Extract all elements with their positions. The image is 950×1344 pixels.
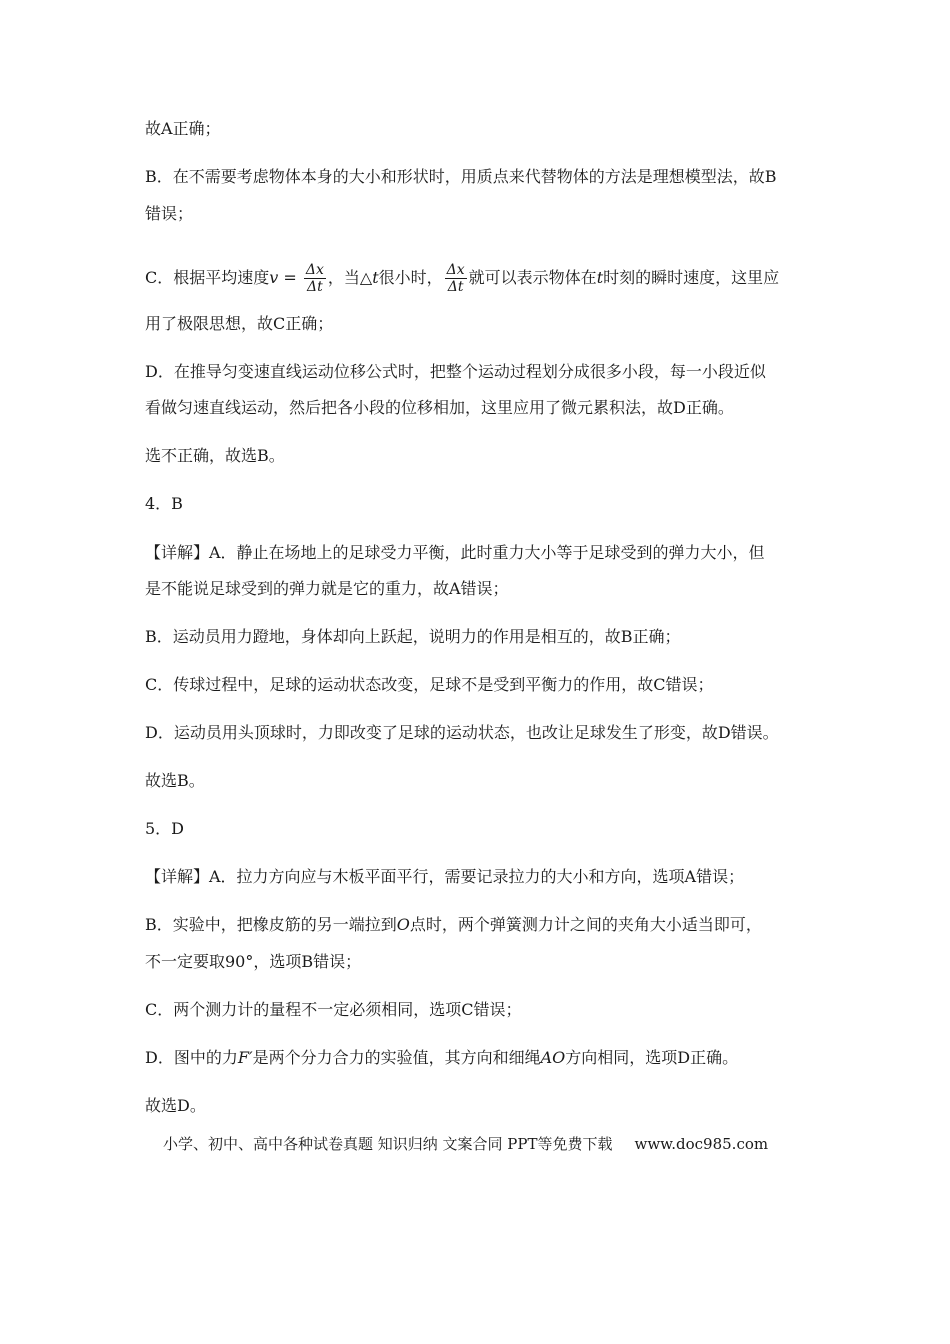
fraction-denominator: Δt [307, 279, 323, 295]
text-line: 【详解】A．静止在场地上的足球受力平衡，此时重力大小等于足球受到的弹力大小，但 [145, 543, 765, 562]
text-line: B．运动员用力蹬地，身体却向上跃起，说明力的作用是相互的，故B正确； [145, 627, 681, 646]
text-line: 用了极限思想，故C正确； [145, 314, 334, 333]
answer-heading: 5．D [145, 819, 185, 838]
text-line: 【详解】A．拉力方向应与木板平面平行，需要记录拉力的大小和方向，选项A错误； [145, 867, 745, 886]
fraction-denominator: Δt [447, 279, 464, 295]
text-line: 故选B。 [145, 771, 205, 790]
footer-text: 小学、初中、高中各种试卷真题 知识归纳 文案合同 PPT等免费下载 [163, 1135, 613, 1153]
text-segment: 时刻的瞬时速度，这里应 [603, 268, 780, 287]
text-segment: C．根据平均速度 [145, 268, 270, 287]
fraction-numerator: Δx [446, 262, 465, 278]
text-line: D．运动员用头顶球时，力即改变了足球的运动状态，也改让足球发生了形变，故D错误。 [145, 723, 779, 742]
footer-url[interactable]: www.doc985.com [634, 1135, 769, 1153]
equals-sign: = [278, 268, 302, 287]
text-segment: ，当△ [327, 268, 373, 287]
text-line: 错误； [145, 204, 194, 223]
text-line [145, 1047, 738, 1069]
text-segment: D．图中的力 [145, 1048, 238, 1067]
text-segment: 很小时， [378, 268, 443, 287]
page-footer [163, 1134, 768, 1154]
velocity-symbol: v [269, 268, 279, 287]
fraction-ratio [445, 262, 467, 295]
text-segment: 是两个分力合力的实验值，其方向和细绳 [252, 1048, 541, 1067]
text-line: D．在推导匀变速直线运动位移公式时，把整个运动过程划分成很多小段，每一小段近似 [145, 362, 766, 381]
text-line: 看做匀速直线运动，然后把各小段的位移相加，这里应用了微元累积法，故D正确。 [145, 398, 734, 417]
text-segment: 方向相同，选项D正确。 [565, 1048, 739, 1067]
point-symbol: O [396, 915, 410, 934]
text-line: 故A正确； [145, 119, 221, 138]
force-symbol: F′ [237, 1048, 253, 1067]
text-line: C．传球过程中，足球的运动状态改变，足球不是受到平衡力的作用，故C错误； [145, 675, 714, 694]
text-line: 不一定要取90°，选项B错误； [145, 952, 362, 971]
text-line: C．两个测力计的量程不一定必须相同，选项C错误； [145, 1000, 522, 1019]
text-line [145, 914, 762, 936]
fraction-numerator: Δx [305, 262, 324, 278]
text-segment: 就可以表示物体在 [468, 268, 597, 287]
answer-heading: 4．B [145, 494, 183, 513]
text-line: 选不正确，故选B。 [145, 446, 285, 465]
rope-symbol: AO [540, 1048, 566, 1067]
text-line: 是不能说足球受到的弹力就是它的重力，故A错误； [145, 579, 509, 598]
time-symbol: t [596, 268, 604, 287]
text-segment: 点时，两个弹簧测力计之间的夹角大小适当即可， [409, 915, 762, 934]
text-segment: B．实验中，把橡皮筋的另一端拉到 [145, 915, 397, 934]
text-line: 故选D。 [145, 1096, 206, 1115]
time-symbol: t [372, 268, 379, 287]
text-line: B．在不需要考虑物体本身的大小和形状时，用质点来代替物体的方法是理想模型法，故B [145, 167, 777, 186]
formula-line [145, 262, 779, 295]
fraction-average-velocity [304, 262, 326, 295]
